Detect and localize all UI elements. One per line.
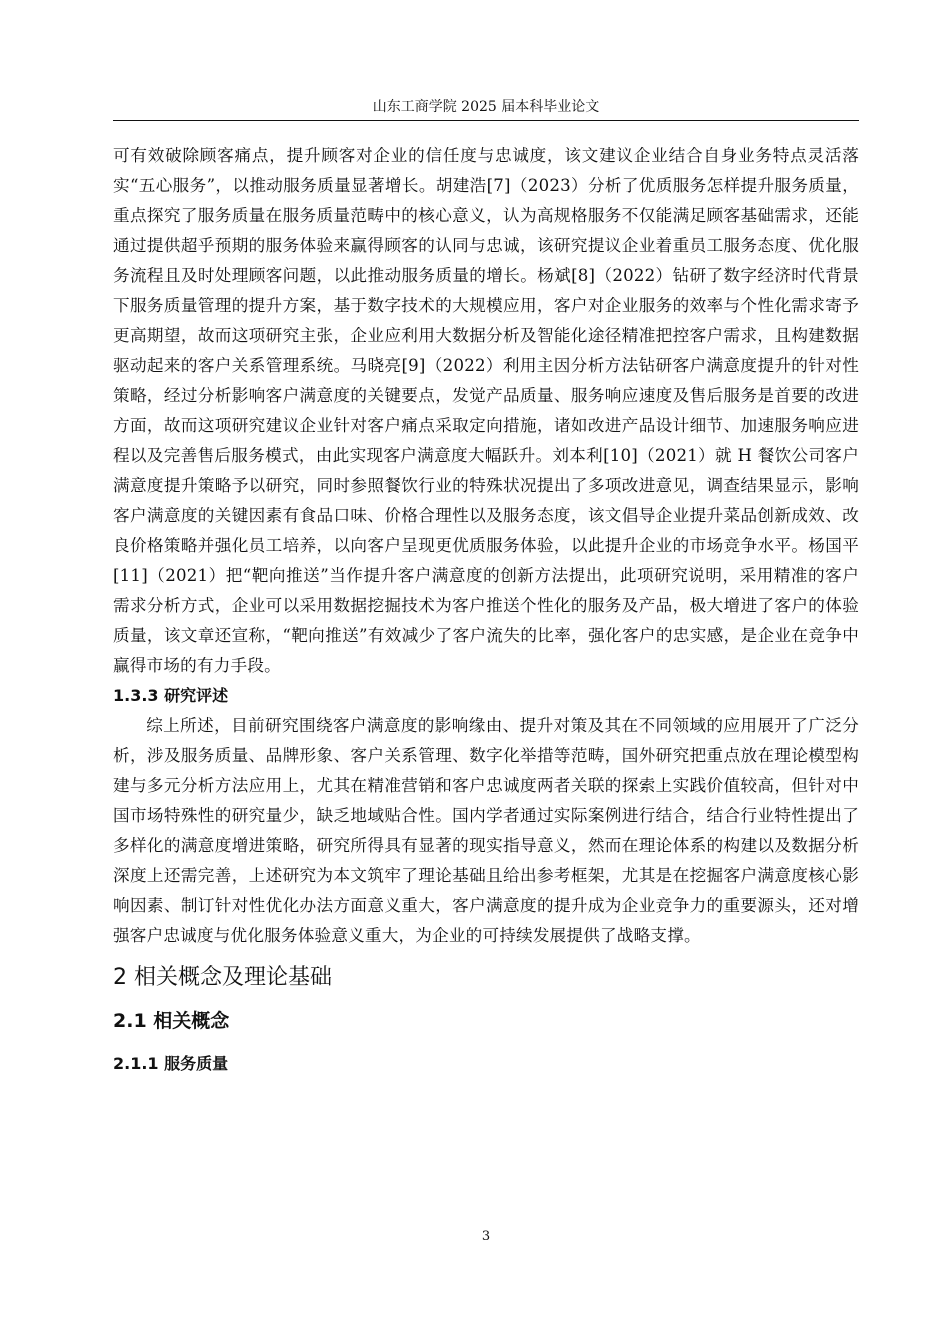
- section-heading-2-1: 2.1 相关概念: [113, 1010, 230, 1032]
- section-heading-1-3-3: 1.3.3 研究评述: [113, 686, 229, 705]
- chapter-heading-2: 2 相关概念及理论基础: [113, 965, 332, 990]
- page-header: 山东工商学院 2025 届本科毕业论文: [372, 99, 600, 115]
- page-body: [113, 141, 859, 1075]
- section-heading-2-1-1: 2.1.1 服务质量: [113, 1054, 229, 1073]
- header-rule: [113, 120, 859, 121]
- page-number: 3: [481, 1229, 491, 1244]
- body-paragraph-1: 可有效破除顾客痛点，提升顾客对企业的信任度与忠诚度，该文建议企业结合自身业务特点灵活落实“五心服务”，以推动服务质量显著增长。胡建浩[7]（2023）分析了优质服务怎样提升服务质量，重点探究了服务质量在服务质量范畴中的核心意义，认为高规格服务不仅能满足顾客基础需求，还能通过提供超乎预期的服务体验来赢得顾客的认同与忠诚，该研究提议企业着重员工服务态度、优化服务流程且及时处理顾客问题，以此推动服务质量的增长。杨斌[8]（2022）钻研了数字经济时代背景下服务质量管理的提升方案，基于数字技术的大规模应用，客户对企业服务的效率与个性化需求寄予更高期望，故而这项研究主张，企业应利用大数据分析及智能化途径精准把控客户需求，且构建数据驱动起来的客户关系管理系统。马晓亮[9]（2022）利用主因分析方法钻研客户满意度提升的针对性策略，经过分析影响客户满意度的关键要点，发觉产品质量、服务响应速度及售后服务是首要的改进方面，故而这项研究建议企业针对客户痛点采取定向措施，诸如改进产品设计细节、加速服务响应进程以及完善售后服务模式，由此实现客户满意度大幅跃升。刘本利[10]（2021）就 H 餐饮公司客户满意度提升策略予以研究，同时参照餐饮行业的特殊状况提出了多项改进意见，调查结果显示，影响客户满意度的关键因素有食品口味、价格合理性以及服务态度，该文倡导企业提升菜品创新成效、改良价格策略并强化员工培养，以向客户呈现更优质服务体验，以此提升企业的市场竞争水平。杨国平[11]（2021）把“靶向推送”当作提升客户满意度的创新方法提出，此项研究说明，采用精准的客户需求分析方式，企业可以采用数据挖掘技术为客户推送个性化的服务及产品，极大增进了客户的体验质量，该文章还宣称，“靶向推送”有效减少了客户流失的比率，强化客户的忠实感，是企业在竞争中赢得市场的有力手段。: [113, 146, 859, 675]
- body-paragraph-2: 综上所述，目前研究围绕客户满意度的影响缘由、提升对策及其在不同领域的应用展开了广泛分析，涉及服务质量、品牌形象、客户关系管理、数字化举措等范畴，国外研究把重点放在理论模型构建与多元分析方法应用上，尤其在精准营销和客户忠诚度两者关联的探索上实践价值较高，但针对中国市场特殊性的研究量少，缺乏地域贴合性。国内学者通过实际案例进行结合，结合行业特性提出了多样化的满意度增进策略，研究所得具有显著的现实指导意义，然而在理论体系的构建以及数据分析深度上还需完善，上述研究为本文筑牢了理论基础且给出参考框架，尤其是在挖掘客户满意度核心影响因素、制订针对性优化办法方面意义重大，客户满意度的提升成为企业竞争力的重要源头，还对增强客户忠诚度与优化服务体验意义重大，为企业的可持续发展提供了战略支撑。: [113, 716, 859, 945]
